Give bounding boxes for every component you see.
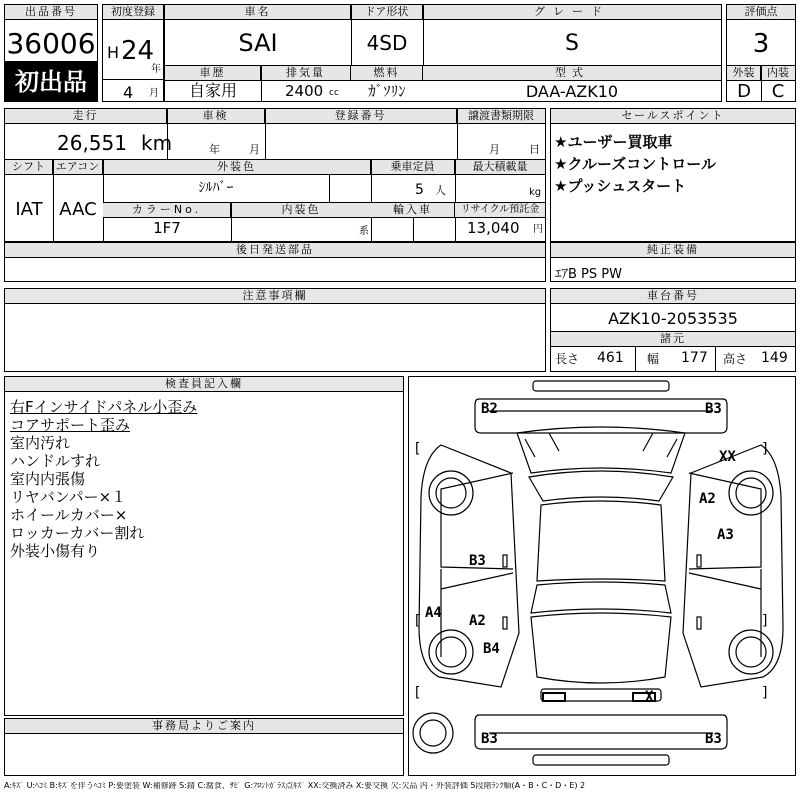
inspector-line: ハンドルすれ [10,452,101,470]
mileage-unit: km [141,131,173,155]
int-color-unit: 系 [359,226,369,237]
damage-mark: B3 [705,731,722,747]
first-reg-label: 初度登録 [103,5,163,20]
inspection-label: 車検 [167,109,265,124]
inspector-box [4,376,404,716]
mileage-label: 走行 [5,109,167,124]
int-grade: C [771,81,785,102]
legend-text: A:ｷｽﾞ U:ﾍｺﾐ B:ｷｽﾞを伴うﾍｺﾐ P:要塗装 W:補修跡 S:錆 C:腐食、ｻﾋﾞ G:ﾌﾛﾝﾄｶﾞﾗｽ点ｷｽﾞ XX:交換済み X:要交換 欠:欠品 内・外装評価 5段階ﾗﾝｸ順(A・B・C・D・E) 2 [4,782,586,790]
door-type: 4SD [366,31,408,55]
capacity-label: 乗車定員 [371,160,455,175]
transfer-month-unit: 月 [489,143,500,156]
int-grade-label: 内装 [761,66,795,81]
damage-mark: A2 [469,613,486,629]
vehicle-detail-box [4,108,546,242]
genuine-title: 純正装備 [551,243,795,258]
bracket-mark: ] [761,685,770,701]
color-no: 1F7 [153,219,181,237]
inspector-line: 外装小傷有り [10,542,101,560]
sales-points-box [550,108,796,242]
damage-mark: B3 [705,401,722,417]
bracket-mark: ] [761,613,770,629]
damage-mark: A2 [699,491,716,507]
fuel: ｶﾞｿﾘﾝ [368,82,406,100]
lot-label: 出品番号 [5,5,97,20]
later-parts-box [4,242,546,282]
model: DAA-AZK10 [525,82,619,101]
mileage: 26,551 [57,131,127,155]
bracket-mark: ] [761,441,770,457]
score-box [726,4,796,102]
ext-grade: D [737,81,751,102]
genuine-box [550,242,796,282]
transfer-day-unit: 日 [529,143,540,156]
damage-mark: X [645,689,654,705]
bracket-mark: [ [413,613,422,629]
month-unit: 月 [149,88,159,99]
ext-color: ｼﾙﾊﾞｰ [198,180,234,196]
inspector-line: ロッカーカバー割れ [10,524,145,542]
capacity-unit: 人 [435,184,446,197]
ext-grade-label: 外装 [727,66,761,81]
displacement-unit: cc [329,88,339,98]
sales-point-item: ★クルーズコントロール [554,155,716,173]
reg-month: 4 [123,83,134,102]
lot-box [4,4,98,62]
damage-mark: B3 [469,553,486,569]
model-label: 型式 [423,66,721,81]
color-no-label: カラーNo. [103,203,231,218]
score-label: 評価点 [727,5,795,20]
car-name: SAI [238,29,278,57]
era: H [107,43,120,62]
width: 177 [681,350,708,366]
shift: IAT [15,199,43,220]
damage-mark: A4 [425,605,442,621]
ac: AAC [59,199,97,220]
reg-number-label: 登録番号 [265,109,457,124]
genuine-items: ｴｱB PS PW [555,267,622,282]
bracket-mark: [ [413,441,422,457]
damage-mark: B2 [481,401,498,417]
inspector-line: 右Fインサイドパネル小歪み [10,398,198,416]
int-color-label: 内装色 [231,203,371,218]
length-label: 長さ [555,352,580,366]
sales-point-item: ★プッシュスタート [554,177,687,195]
sales-point-item: ★ユーザー買取車 [554,133,673,151]
import-label: 輸入車 [371,203,455,218]
bracket-mark: [ [413,685,422,701]
damage-mark: XX [719,449,736,465]
inspector-line: リヤバンパー×１ [10,488,127,506]
recycle: 13,040 [467,219,520,237]
damage-mark: B3 [481,731,498,747]
office-title: 事務局よりご案内 [5,719,403,734]
capacity: 5 [415,182,424,198]
recycle-unit: 円 [533,224,543,235]
height-label: 高さ [723,352,748,366]
car-info-box [164,4,722,102]
grade-label: グレード [423,5,721,20]
car-outline-drawing [409,377,795,775]
inspector-line: コアサポート歪み [10,416,131,434]
inspector-line: 室内汚れ [10,434,71,452]
displacement-label: 排気量 [261,66,351,81]
chassis-number: AZK10-2053535 [608,309,738,328]
notes-title: 注意事項欄 [5,289,545,304]
grade: S [565,31,579,56]
inspection-year-unit: 年 [209,143,220,156]
lot-number: 36006 [6,27,96,60]
shift-label: シフト [5,160,53,175]
chassis-title: 車台番号 [551,289,795,304]
office-box [4,718,404,776]
sales-points-title: セールスポイント [551,109,795,124]
transfer-label: 譲渡書類期限 [457,109,545,124]
notes-box [4,288,546,372]
history: 自家用 [188,81,237,100]
reg-year: 24 [121,36,155,66]
load-unit: kg [529,187,542,198]
displacement: 2400 [285,82,324,100]
door-label: ドア形状 [351,5,423,20]
year-unit: 年 [151,64,161,75]
inspector-line: ホイールカバー× [10,506,128,524]
first-reg-box [102,4,164,102]
history-label: 車歴 [165,66,261,81]
ac-label: エアコン [53,160,103,175]
dims-title: 諸元 [551,332,795,347]
ext-color-label: 外装色 [103,160,371,175]
recycle-label: リサイクル預託金 [455,203,545,218]
fuel-label: 燃料 [351,66,423,81]
height: 149 [761,350,788,366]
car-name-label: 車名 [165,5,351,20]
damage-mark: B4 [483,641,500,657]
chassis-box [550,288,796,372]
car-diagram [408,376,796,776]
inspector-line: 室内内張傷 [10,470,86,488]
first-listing-text: 初出品 [15,68,87,96]
first-listing-badge [4,62,98,102]
inspection-month-unit: 月 [249,143,260,156]
later-parts-title: 後日発送部品 [5,243,545,258]
damage-mark: A3 [717,527,734,543]
width-label: 幅 [647,352,660,366]
score: 3 [752,29,770,59]
inspector-title: 検査員記入欄 [5,377,403,392]
load-label: 最大積載量 [455,160,545,175]
length: 461 [597,350,624,366]
